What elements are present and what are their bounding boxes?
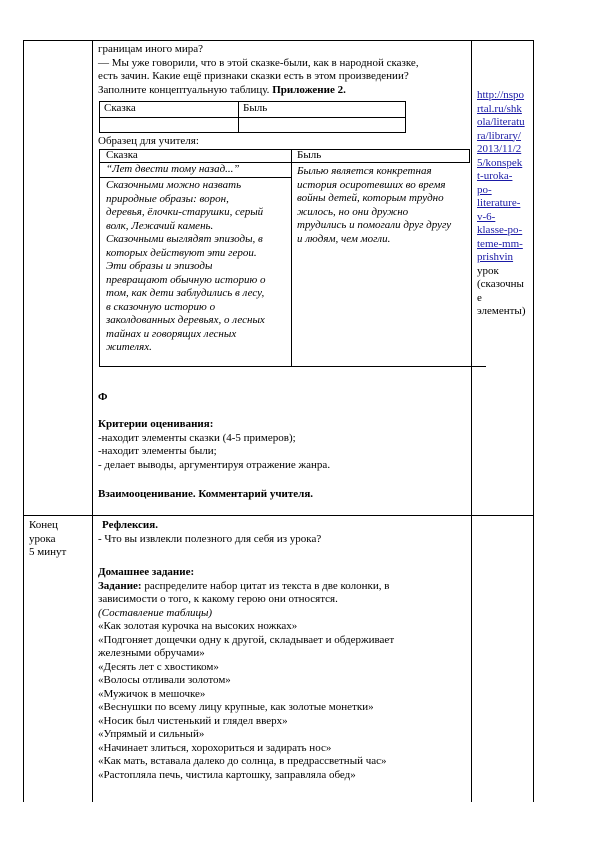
resources-column <box>477 89 526 319</box>
stage-line: урока <box>29 532 56 545</box>
sample-header-true: Быль <box>297 149 322 161</box>
quote-item: «Растопляла печь, чистила картошку, заправляла обед» <box>98 768 356 781</box>
fill-table-instruction <box>98 84 468 98</box>
resource-link-line[interactable]: po- <box>477 183 492 196</box>
text-line: есть зачин. Какие ещё признаки сказки есть в этом произведении? <box>98 70 409 82</box>
appendix-label: Приложение 2. <box>272 83 346 96</box>
resource-link-line[interactable]: 5/konspek <box>477 156 523 169</box>
homework-block <box>98 566 394 782</box>
quote-item: «Веснушки по всему лицу крупные, как золотые монетки» <box>98 701 374 713</box>
top-section <box>98 43 468 97</box>
resource-link-line[interactable]: 2013/11/2 <box>477 143 522 155</box>
concept-table-cell <box>100 118 239 133</box>
concept-table-cell <box>239 118 406 133</box>
quote-item: «Как мать, вставала далеко до солнца, в предрассветный час» <box>98 755 387 767</box>
stage-line: 5 минут <box>29 546 67 558</box>
homework-task: Задание: распределите набор цитат из текста в две колонки, в <box>98 579 390 592</box>
quote-item: «Волосы отливали золотом» <box>98 674 231 686</box>
resource-link-line[interactable]: teme-mm- <box>477 237 523 250</box>
lesson-stage <box>29 519 66 560</box>
quote-item: «Подгоняет дощечки одну к другой, складывает и обдерживает <box>98 633 395 646</box>
resource-link-line[interactable]: t-uroka- <box>477 170 513 182</box>
stage-line: Конец <box>29 519 58 531</box>
row-divider <box>23 515 534 516</box>
resource-link-line[interactable]: klasse-po- <box>477 224 523 236</box>
concept-table-header-true: Быль <box>239 102 406 118</box>
sample-header-tale: Сказка <box>106 149 138 161</box>
reflection-question: - Что вы извлекли полезного для себя из урока? <box>98 532 322 545</box>
homework-task-cont: зависимости о того, к какому герою они относятся. <box>98 593 338 605</box>
resource-link-line[interactable]: ra/library/ <box>477 129 521 142</box>
text-line: — Мы уже говорили, что в этой сказке-были, как в народной сказке, <box>98 56 419 69</box>
resource-note-line: (сказочны <box>477 278 524 290</box>
f-letter: Ф <box>98 391 108 403</box>
quote-item: «Как золотая курочка на высоких ножках» <box>98 620 298 632</box>
resource-link-line[interactable]: http://nspo <box>477 89 525 101</box>
concept-table-header-tale: Сказка <box>100 102 239 118</box>
homework-title: Домашнее задание: <box>98 566 195 578</box>
quote-item: «Упрямый и сильный» <box>98 728 205 740</box>
table-border-left <box>23 40 24 802</box>
criteria-item: - делает выводы, аргументируя отражение жанра. <box>98 458 331 471</box>
resource-link-line[interactable]: v-6- <box>477 210 496 223</box>
fill-table-text: Заполните концептуальную таблицу. <box>98 83 270 96</box>
resource-note-line: е <box>477 291 482 304</box>
criteria-title: Критерии оценивания: <box>98 418 214 430</box>
criteria-block <box>98 418 330 472</box>
criteria-item: -находит элементы были; <box>98 445 217 457</box>
criteria-item: -находит элементы сказки (4-5 примеров); <box>98 431 296 444</box>
quote-item: «Мужичок в мешочке» <box>98 687 206 700</box>
table-border-top <box>23 40 534 41</box>
concept-table <box>99 101 406 133</box>
teacher-sample-label: Образец для учителя: <box>98 135 199 147</box>
peer-assessment: Взаимооценивание. Комментарий учителя. <box>98 488 314 500</box>
quote-item: железными обручами» <box>98 647 205 659</box>
column-divider-resources <box>471 40 472 802</box>
resource-link-line[interactable]: ola/literatu <box>477 116 525 128</box>
tale-elements-text: Сказочными можно назвать природные образы: ворон, деревья, ёлочки-старушки, серый волк, Лежачий камень. Сказочными выглядят эпизоды, в которых действуют эти герои. Эти образы и эпизоды превращают обычную историю о том, как дети заблудились в лесу, в сказочную историю о заколдованных деревьях, о лесных тайнах и говорящих лесных жителях. <box>106 179 266 353</box>
resource-link-line[interactable]: literature- <box>477 197 521 209</box>
resource-note-line: элементы) <box>477 305 526 317</box>
end-section <box>98 519 321 546</box>
quote-item: «Десять лет с хвостиком» <box>98 660 219 673</box>
table-border-right <box>533 40 534 802</box>
true-story-text: Былью является конкретная история осиротевших во время войны детей, которым трудно жилось, но они дружно трудились и помогали друг другу и людям, чем могли. <box>297 165 452 245</box>
tale-opening-quote: “Лет двести тому назад...” <box>106 163 240 175</box>
resource-link-line[interactable]: prishvin <box>477 251 514 263</box>
quote-item: «Носик был чистенький и глядел вверх» <box>98 714 288 727</box>
resource-link-line[interactable]: rtal.ru/shk <box>477 102 522 115</box>
table-note: (Составление таблицы) <box>98 606 213 619</box>
reflection-title: Рефлексия. <box>102 519 158 531</box>
sample-table <box>99 149 469 367</box>
quote-item: «Начинает злиться, хорохориться и задирать нос» <box>98 741 332 754</box>
resource-note-line: урок <box>477 264 499 277</box>
text-line: границам иного мира? <box>98 43 204 55</box>
column-divider-stage <box>92 40 93 802</box>
